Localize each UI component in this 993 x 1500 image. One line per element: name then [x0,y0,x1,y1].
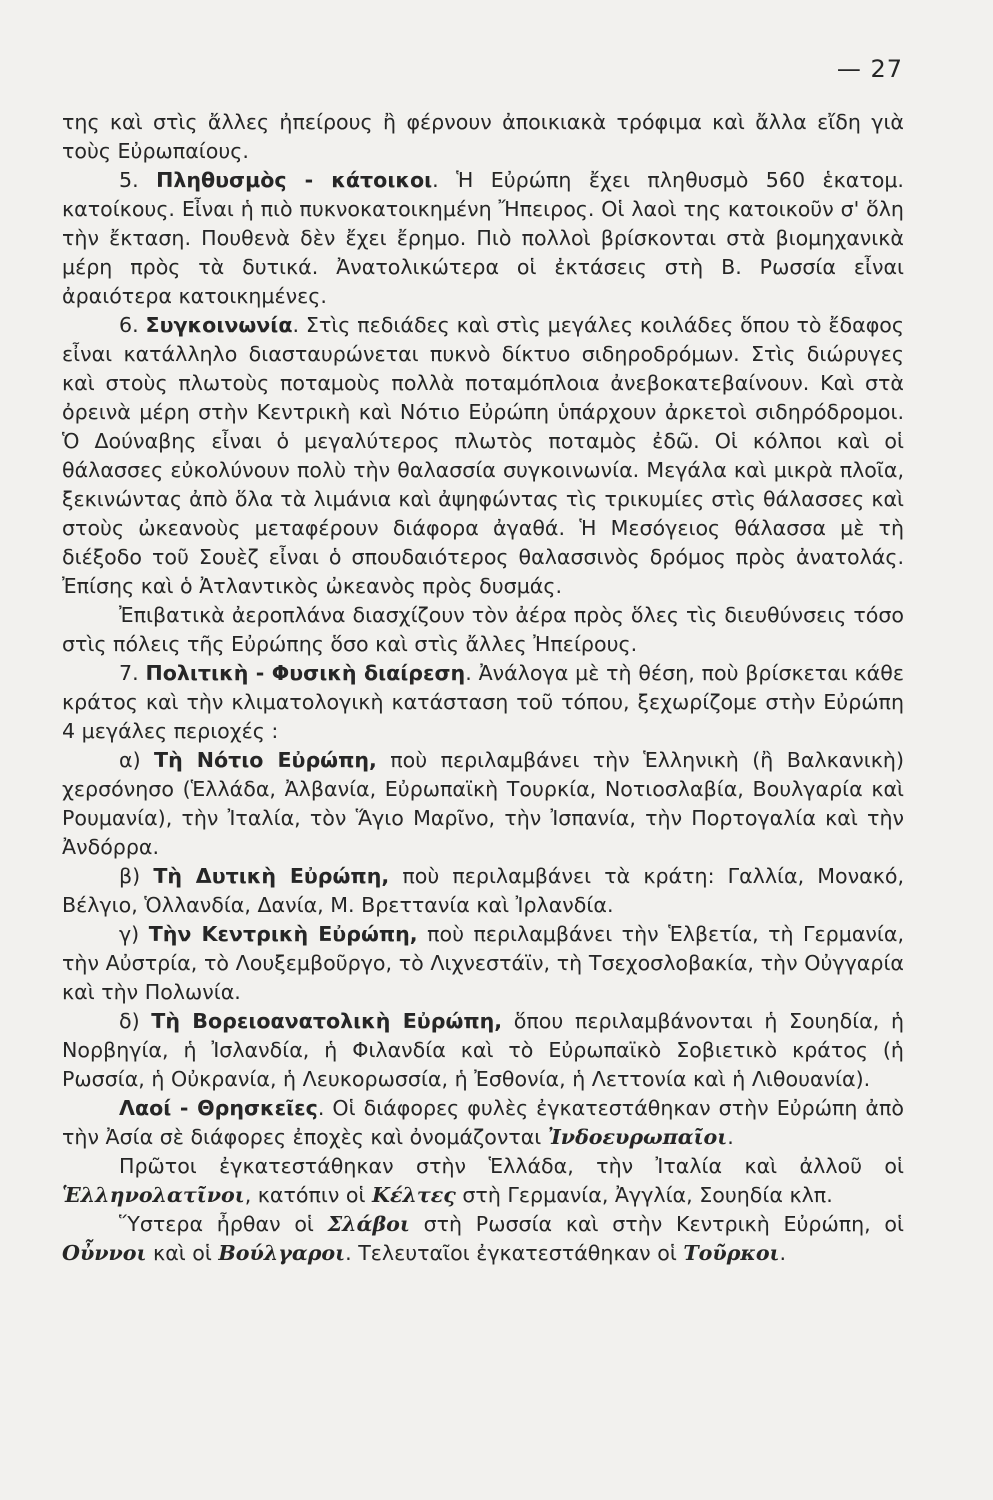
text-run: . [727,1125,734,1149]
text-run: Πρῶτοι ἐγκατεστάθηκαν στὴν Ἑλλάδα, τὴν Ἰταλία καὶ ἀλλοῦ οἱ [119,1154,904,1178]
paragraph [62,659,904,746]
paragraph [62,1152,904,1210]
text-run: στὴ Ρωσσία καὶ στὴν Κεντρικὴ Εὐρώπη, οἱ [409,1212,904,1236]
paragraph [62,601,904,659]
section-heading: Τὴ Δυτικὴ Εὐρώπη, [153,864,390,888]
text-run: 7. [119,661,146,685]
text-run: . Ἡ Εὐρώπη ἔχει πληθυσμὸ 560 ἑκατομ. κατοίκους. Εἶναι ἡ πιὸ πυκνοκατοικημένη Ἤπειρος. Οἱ λαοὶ της κατοικοῦν σ' ὅλη τὴν ἔκταση. Πουθενὰ δὲν ἔχει ἔρημο. Πιὸ πολλοὶ βρίσκονται στὰ βιομηχανικὰ μέρη πρὸς τὰ δυτικά. Ἀνατολικώτερα οἱ ἐκτάσεις στὴ Β. Ρωσσία εἶναι ἀραιότερα κατοικημένες. [62,168,904,308]
text-run: . Οἱ διάφορες φυλὲς ἐγκατεστάθηκαν στὴν Εὐρώπη ἀπὸ τὴν Ἀσία σὲ διάφορες ἐποχὲς καὶ ὀνομάζονται [62,1096,904,1149]
section-heading: Πληθυσμὸς - κάτοικοι [156,168,433,192]
body-text [62,108,904,1268]
text-run: β) [119,864,154,888]
paragraph [62,311,904,601]
text-run: της καὶ στὶς ἄλλες ἠπείρους ἢ φέρνουν ἀποικιακὰ τρόφιμα καὶ ἄλλα εἴδη γιὰ τοὺς Εὐρωπαίους. [62,110,904,163]
emphasized-term: Κέλτες [372,1183,456,1207]
section-heading: Λαοί - Θρησκεῖες [119,1096,318,1120]
text-run: στὴ Γερμανία, Ἀγγλία, Σουηδία κλπ. [455,1183,833,1207]
paragraph [62,1094,904,1152]
text-run: δ) [119,1009,152,1033]
text-run: . Ἀνάλογα μὲ τὴ θέση, ποὺ βρίσκεται κάθε κράτος καὶ τὴν κλιματολογικὴ κατάσταση τοῦ τόπου, ξεχωρίζομε στὴν Εὐρώπη 4 μεγάλες περιοχές : [62,661,904,743]
emphasized-term: Τοῦρκοι [683,1241,780,1265]
emphasized-term: Βούλγαροι [218,1241,346,1265]
text-run: . Στὶς πεδιάδες καὶ στὶς μεγάλες κοιλάδες ὅπου τὸ ἔδαφος εἶναι κατάλληλο διασταυρώνεται πυκνὸ δίκτυο σιδηροδρόμων. Στὶς διώρυγες καὶ στοὺς πλωτοὺς ποταμοὺς πολλὰ ποταμόπλοια ἀνεβοκατεβαίνουν. Καὶ στὰ ὀρεινὰ μέρη στὴν Κεντρικὴ καὶ Νότιο Εὐρώπη ὑπάρχουν ἀρκετοὶ σιδηρόδρομοι. Ὁ Δούναβης εἶναι ὁ μεγαλύτερος πλωτὸς ποταμὸς ἐδῶ. Οἱ κόλποι καὶ οἱ θάλασσες εὐκολύνουν πολὺ τὴν θαλασσία συγκοινωνία. Μεγάλα καὶ μικρὰ πλοῖα, ξεκινώντας ἀπὸ ὅλα τὰ λιμάνια καὶ ἀψηφώντας τὶς τρικυμίες στὶς θάλασσες καὶ στοὺς ὠκεανοὺς μεταφέρουν διάφορα ἀγαθά. Ἡ Μεσόγειος θάλασσα μὲ τὴ διέξοδο τοῦ Σουὲζ εἶναι ὁ σπουδαιότερος θαλασσινὸς δρόμος πρὸς ἀνατολάς. Ἐπίσης καὶ ὁ Ἀτλαντικὸς ὠκεανὸς πρὸς δυσμάς. [62,313,904,598]
paragraph [62,166,904,311]
text-run: ποὺ περιλαμβάνει τὴν Ἑλληνικὴ (ἢ Βαλκανικὴ) χερσόνησο (Ἑλλάδα, Ἀλβανία, Εὐρωπαϊκὴ Τουρκία, Νοτιοσλαβία, Βουλγαρία καὶ Ρουμανία), τὴν Ἰταλία, τὸν Ἅγιο Μαρῖνο, τὴν Ἰσπανία, τὴν Πορτογαλία καὶ τὴν Ἀνδόρρα. [62,748,904,859]
text-run: γ) [119,922,149,946]
section-heading: Τὴ Νότιο Εὐρώπη, [154,748,377,772]
paragraph [62,1007,904,1094]
text-run: 5. [119,168,157,192]
text-run: . Τελευταῖοι ἐγκατεστάθηκαν οἱ [345,1241,684,1265]
emphasized-term: Οὖννοι [62,1241,147,1265]
section-heading: Πολιτικὴ - Φυσικὴ διαίρεση [145,661,466,685]
text-run: καὶ οἱ [146,1241,219,1265]
section-heading: Τὴ Βορειοανατολικὴ Εὐρώπη, [151,1009,503,1033]
text-run: . [779,1241,787,1265]
text-run: ποὺ περιλαμβάνει τὰ κράτη: Γαλλία, Μονακό, Βέλγιο, Ὁλλανδία, Δανία, Μ. Βρεττανία καὶ Ἰρλανδία. [62,864,904,917]
text-run: Ὕστερα ἦρθαν οἱ [119,1212,328,1236]
emphasized-term: Ἑλληνολατῖνοι [62,1183,245,1207]
text-run: ὅπου περιλαμβάνονται ἡ Σουηδία, ἡ Νορβηγία, ἡ Ἰσλανδία, ἡ Φιλανδία καὶ τὸ Εὐρωπαϊκὸ Σοβιετικὸ κράτος (ἡ Ρωσσία, ἡ Οὐκρανία, ἡ Λευκορωσσία, ἡ Ἐσθονία, ἡ Λεττονία καὶ ἡ Λιθουανία). [62,1009,904,1091]
text-run: α) [119,748,155,772]
emphasized-term: Ἰνδοευρωπαῖοι [547,1125,728,1149]
paragraph [62,1210,904,1268]
section-heading: Συγκοινωνία [145,313,293,337]
paragraph [62,108,904,166]
paragraph [62,746,904,862]
emphasized-term: Σλάβοι [327,1212,410,1236]
page-number: — 27 [836,55,903,83]
section-heading: Τὴν Κεντρικὴ Εὐρώπη, [148,922,418,946]
text-run: , κατόπιν οἱ [244,1183,373,1207]
text-run: ποὺ περιλαμβάνει τὴν Ἑλβετία, τὴ Γερμανία, τὴν Αὐστρία, τὸ Λουξεμβοῦργο, τὸ Λιχνεστάϊν, τὴ Τσεχοσλοβακία, τὴν Οὐγγαρία καὶ τὴν Πολωνία. [62,922,904,1004]
text-run: 6. [119,313,146,337]
paragraph [62,862,904,920]
text-run: Ἐπιβατικὰ ἀεροπλάνα διασχίζουν τὸν ἀέρα πρὸς ὅλες τὶς διευθύνσεις τόσο στὶς πόλεις τῆς Εὐρώπης ὅσο καὶ στὶς ἄλλες Ἠπείρους. [62,603,904,656]
paragraph [62,920,904,1007]
